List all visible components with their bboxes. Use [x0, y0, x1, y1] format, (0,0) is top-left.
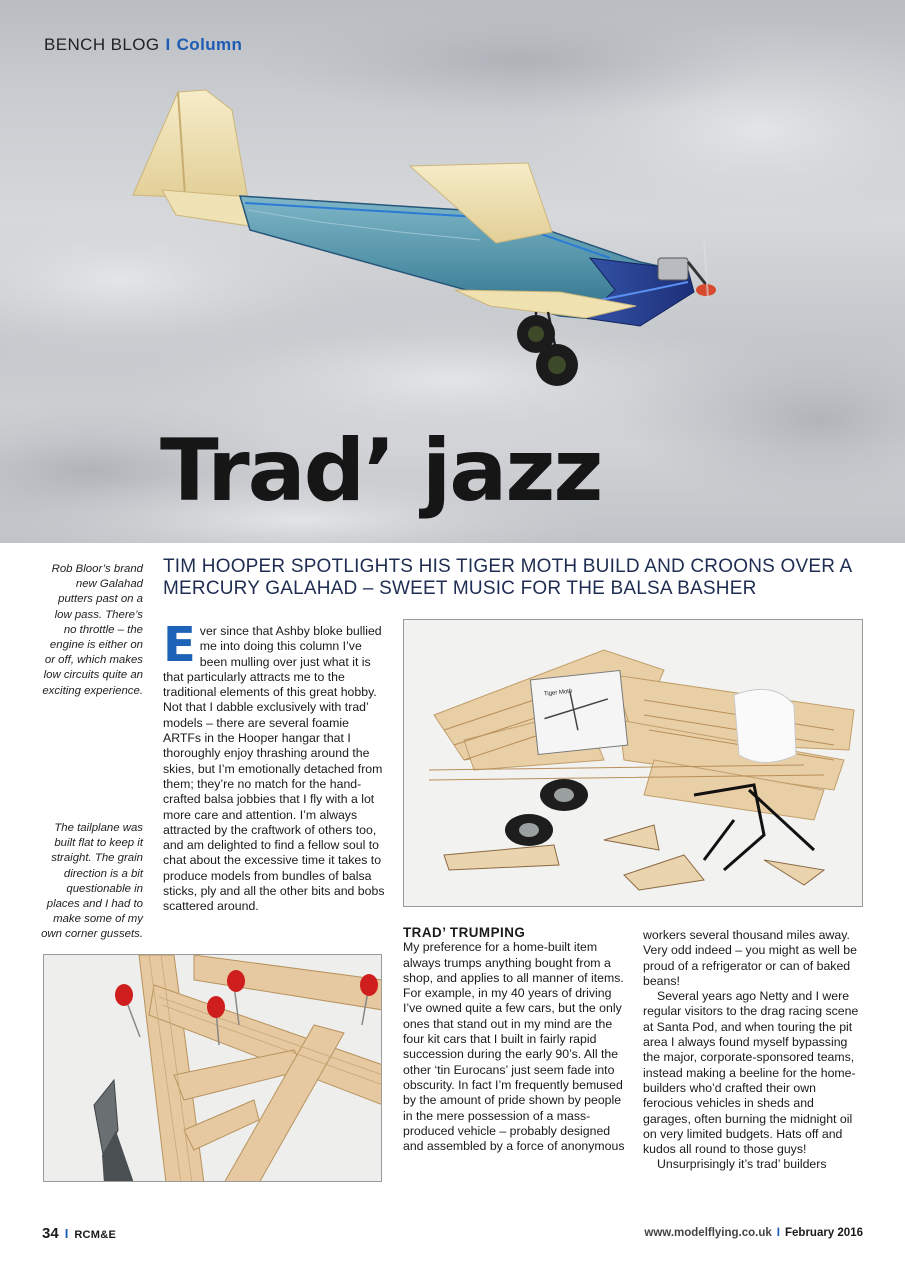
tailplane-caption: The tailplane was built flat to keep it straight. The grain direction is a bit questionable in places and I had to make some of my own corner gussets. — [41, 822, 143, 941]
cowl-moulding — [734, 689, 796, 762]
issue-date: February 2016 — [785, 1227, 863, 1239]
section-label: BENCH BLOG — [44, 35, 160, 54]
body-column-1 — [163, 617, 385, 915]
footer-separator-left: I — [64, 1226, 69, 1241]
article-standfirst — [163, 556, 863, 600]
body-paragraph-2: Several years ago Netty and I were regular visitors to the drag racing scene at Santa Pod, and when touring the pit area I always found myself bypassing the major, corporate-sponsored teams, instead making a beeline for the home-builders who’d crafted their own ferocious vehicles in sheds and garages, often burning the midnight oil on very limited budgets. Hats off and kudos all round to those guys! — [643, 989, 859, 1157]
kit-instruction-booklet — [530, 670, 627, 754]
body-paragraph-3: Unsurprisingly it’s trad’ builders — [657, 1157, 827, 1172]
kit-contents-photo — [403, 619, 863, 907]
tailplane-photo — [43, 954, 382, 1182]
tailplane-illustration — [44, 955, 382, 1182]
body-column-2 — [403, 925, 625, 1154]
footer-left — [42, 1225, 116, 1242]
drop-cap: E — [163, 617, 196, 673]
website-link[interactable]: www.modelflying.co.uk — [644, 1227, 772, 1239]
intro-paragraph: ver since that Ashby bloke bullied me into doing this column I’ve been mulling over just what it is that particularly attracts me to the traditional elements of this great hobby. Not that I dabble exclusively with trad’ models – there are several foamie ARTFs in the Hooper hangar that I thoroughly enjoy thrashing around the skies, but I’m emotionally detached from them; they’re no match for the hand-crafted balsa jobbies that I fly with a lot more care and attention. I’m always attracted by the craftwork of others too, and am delighted to find a fellow soul to chat about the excessive time it takes to produce models from bundles of balsa sticks, ply and all the other bits and bobs scattered around. — [163, 624, 385, 914]
body-paragraph-1: My preference for a home-built item always trumps anything bought from a shop, and applies to all manner of items. For example, in my 40 years of driving I’ve owned quite a few cars, but the only ones that stand out in my mind are the four kit cars that I built in fairly rapid succession during the early 90’s. All the other ‘tin Eurocans’ just seem fade into obscurity. In fact I’m frequently bemused by the amount of pride shown by people in the mere possession of a mass-produced vehicle – probably designed and assembled by a force of anonymous — [403, 940, 625, 1154]
kit-illustration — [404, 620, 863, 907]
section-kicker — [44, 35, 242, 55]
footer-separator-right: I — [776, 1227, 780, 1239]
category-label: Column — [176, 35, 243, 54]
footer-right — [644, 1227, 863, 1239]
page-number: 34 — [42, 1225, 59, 1242]
hero-photo — [0, 0, 905, 543]
article-title: Trad’ jazz — [160, 421, 602, 521]
section-separator: I — [165, 35, 171, 54]
standfirst-line-2: MERCURY GALAHAD – SWEET MUSIC FOR THE BALSA BASHER — [163, 578, 757, 599]
body-paragraph-1-continued: workers several thousand miles away. Very odd indeed – you might as well be proud of a refrigerator or can of baked beans! — [643, 928, 857, 988]
standfirst-line-1: TIM HOOPER SPOTLIGHTS HIS TIGER MOTH BUILD AND CROONS OVER A — [163, 556, 853, 577]
body-column-3 — [643, 928, 865, 1173]
kit-box-label: Tiger Moth — [543, 688, 573, 698]
section-subhead: TRAD’ TRUMPING — [403, 925, 526, 940]
hero-caption: Rob Bloor’s brand new Galahad putters past on a low pass. There’s no throttle – the engine is either on or off, which makes low circuits quite an exciting experience. — [42, 563, 143, 697]
magazine-name: RCM&E — [74, 1229, 117, 1241]
